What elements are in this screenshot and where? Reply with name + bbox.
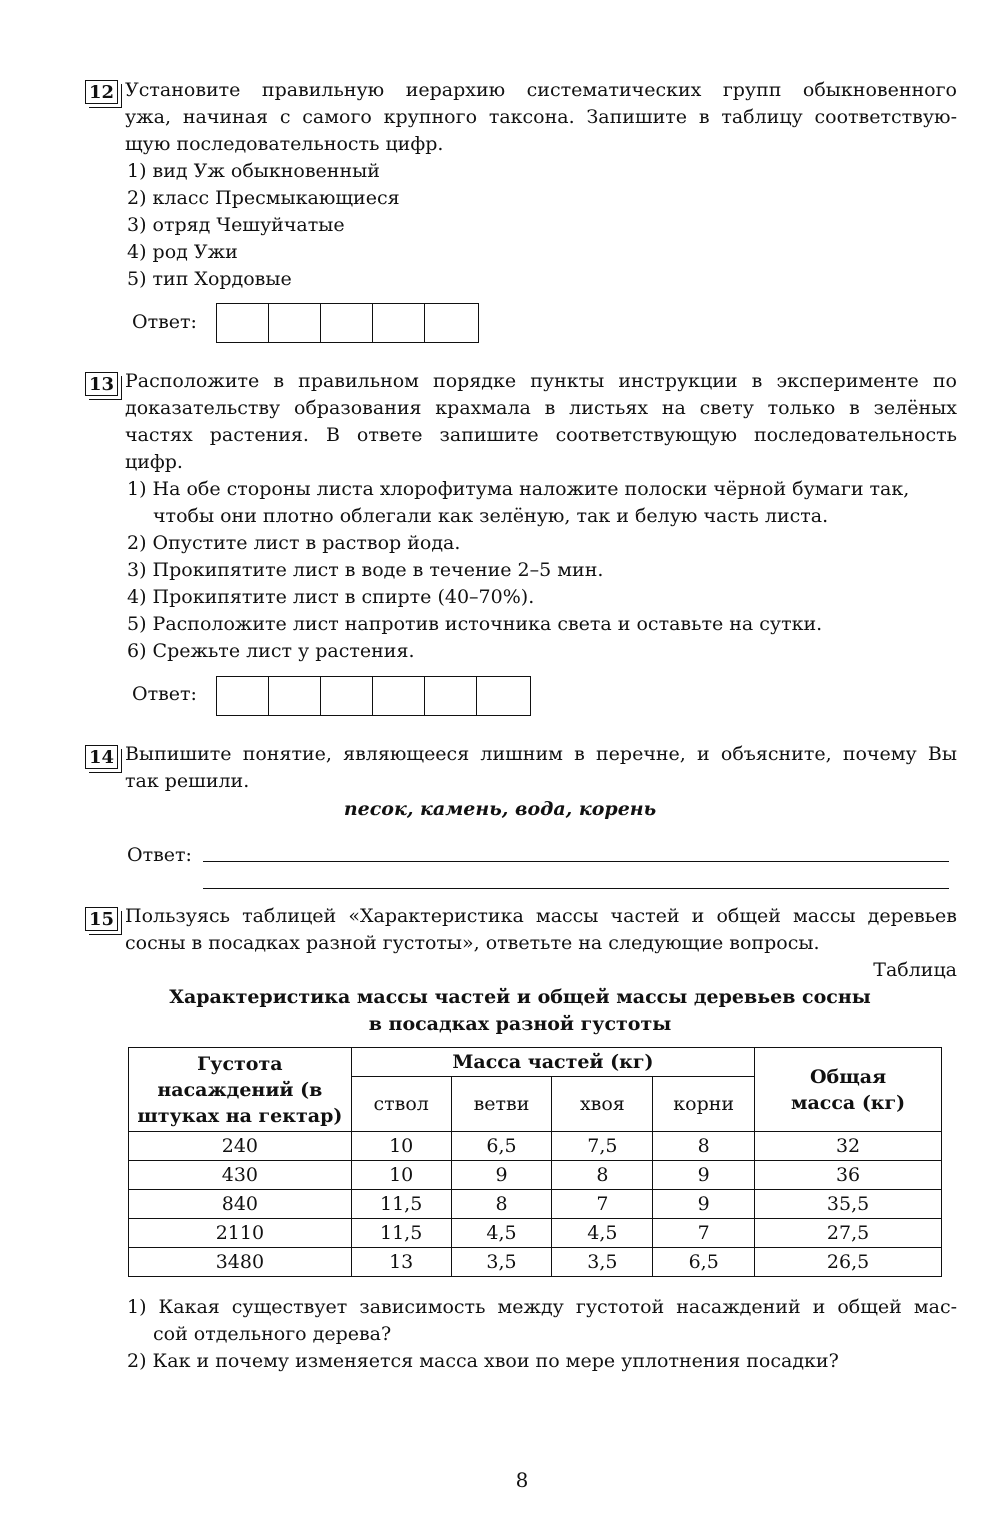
- table-cell: 9: [653, 1161, 755, 1190]
- table-cell: 8: [653, 1132, 755, 1161]
- table-cell: 7: [552, 1190, 653, 1219]
- q14-text-line-2: так решили.: [125, 770, 250, 792]
- q13-option-4: 4) Прокипятите лист в спирте (40–70%).: [127, 586, 535, 608]
- header-density: Густота насаждений (в штуках на гектар): [129, 1048, 352, 1132]
- table-cell: 4,5: [552, 1219, 653, 1248]
- table-cell: 7,5: [552, 1132, 653, 1161]
- table-cell: 36: [755, 1161, 942, 1190]
- table-row: [129, 1132, 942, 1161]
- table-cell: 430: [129, 1161, 352, 1190]
- subheader-needles: хвоя: [552, 1077, 653, 1132]
- answer-cell[interactable]: [425, 677, 477, 715]
- table-cell: 10: [351, 1132, 451, 1161]
- q12-option-1: 1) вид Уж обыкновенный: [127, 160, 380, 182]
- question-number-12: 12: [85, 80, 118, 104]
- answer-cell[interactable]: [217, 677, 269, 715]
- table-cell: 10: [351, 1161, 451, 1190]
- q12-text-line-2: ужа, начиная с самого крупного таксона. Запишите в таблицу соответствую-: [125, 106, 957, 128]
- q12-answer-boxes[interactable]: [216, 303, 479, 343]
- table-row: [129, 1190, 942, 1219]
- answer-cell[interactable]: [269, 677, 321, 715]
- q13-answer-boxes[interactable]: [216, 676, 531, 716]
- q13-text-line-4: цифр.: [125, 451, 183, 473]
- q12-option-4: 4) род Ужи: [127, 241, 238, 263]
- answer-cell[interactable]: [425, 304, 478, 342]
- q13-text-line-2: доказательству образования крахмала в листьях на свету только в зелёных: [125, 397, 957, 419]
- q12-text-line-3: щую последовательность цифр.: [125, 133, 444, 155]
- q15-text-line-2: сосны в посадках разной густоты», ответьте на следующие вопросы.: [125, 932, 820, 954]
- table-row: [129, 1161, 942, 1190]
- q14-word-list: песок, камень, вода, корень: [343, 798, 657, 820]
- table-cell: 2110: [129, 1219, 352, 1248]
- table-cell: 3,5: [451, 1248, 552, 1277]
- q15-question-1: 1) Какая существует зависимость между густотой насаждений и общей мас-: [127, 1296, 957, 1318]
- q13-option-1-cont: чтобы они плотно облегали как зелёную, так и белую часть листа.: [153, 505, 829, 527]
- table-cell: 9: [451, 1161, 552, 1190]
- table-cell: 8: [451, 1190, 552, 1219]
- q15-text-line-1: Пользуясь таблицей «Характеристика массы частей и общей массы деревьев: [125, 905, 957, 927]
- table-cell: 840: [129, 1190, 352, 1219]
- table-cell: 3480: [129, 1248, 352, 1277]
- q13-option-2: 2) Опустите лист в раствор йода.: [127, 532, 461, 554]
- answer-cell[interactable]: [373, 677, 425, 715]
- table-cell: 35,5: [755, 1190, 942, 1219]
- table-cell: 26,5: [755, 1248, 942, 1277]
- table-title-line-1: Характеристика массы частей и общей массы деревьев сосны: [169, 986, 871, 1008]
- header-total-mass: Общая масса (кг): [755, 1048, 942, 1132]
- table-cell: 7: [653, 1219, 755, 1248]
- subheader-trunk: ствол: [351, 1077, 451, 1132]
- table-cell: 32: [755, 1132, 942, 1161]
- answer-cell[interactable]: [373, 304, 425, 342]
- table-cell: 240: [129, 1132, 352, 1161]
- table-cell: 6,5: [451, 1132, 552, 1161]
- table-cell: 9: [653, 1190, 755, 1219]
- table-cell: 6,5: [653, 1248, 755, 1277]
- table-cell: 8: [552, 1161, 653, 1190]
- table-cell: 3,5: [552, 1248, 653, 1277]
- question-number-14: 14: [85, 745, 118, 769]
- table-cell: 4,5: [451, 1219, 552, 1248]
- answer-cell[interactable]: [477, 677, 530, 715]
- q13-answer-label: Ответ:: [132, 683, 197, 705]
- q13-option-6: 6) Срежьте лист у растения.: [127, 640, 415, 662]
- answer-cell[interactable]: [321, 677, 373, 715]
- q13-text-line-1: Расположите в правильном порядке пункты инструкции в эксперименте по: [125, 370, 957, 392]
- table-cell: 11,5: [351, 1219, 451, 1248]
- table-row: [129, 1248, 942, 1277]
- table-title-line-2: в посадках разной густоты: [368, 1013, 672, 1035]
- page-number: 8: [515, 1468, 529, 1492]
- q13-option-5: 5) Расположите лист напротив источника света и оставьте на сутки.: [127, 613, 823, 635]
- table-cell: 27,5: [755, 1219, 942, 1248]
- q12-option-5: 5) тип Хордовые: [127, 268, 292, 290]
- q13-text-line-3: частях растения. В ответе запишите соответствующую последовательность: [125, 424, 957, 446]
- q14-text-line-1: Выпишите понятие, являющееся лишним в перечне, и объясните, почему Вы: [125, 743, 957, 765]
- q13-option-3: 3) Прокипятите лист в воде в течение 2–5 мин.: [127, 559, 604, 581]
- table-row: [129, 1219, 942, 1248]
- pine-mass-table: [128, 1047, 942, 1277]
- q13-option-1: 1) На обе стороны листа хлорофитума наложите полоски чёрной бумаги так,: [127, 478, 910, 500]
- answer-cell[interactable]: [321, 304, 373, 342]
- subheader-branches: ветви: [451, 1077, 552, 1132]
- question-number-13: 13: [85, 372, 118, 396]
- q12-text-line-1: Установите правильную иерархию систематических групп обыкновенного: [125, 79, 957, 101]
- q15-question-2: 2) Как и почему изменяется масса хвои по мере уплотнения посадки?: [127, 1350, 839, 1372]
- table-cell: 13: [351, 1248, 451, 1277]
- table-cell: 11,5: [351, 1190, 451, 1219]
- q12-option-3: 3) отряд Чешуйчатые: [127, 214, 345, 236]
- answer-cell[interactable]: [269, 304, 321, 342]
- answer-cell[interactable]: [217, 304, 269, 342]
- q14-answer-line-1[interactable]: [203, 861, 949, 862]
- header-parts-mass: Масса частей (кг): [351, 1048, 754, 1077]
- q14-answer-label: Ответ:: [127, 844, 192, 866]
- q12-option-2: 2) класс Пресмыкающиеся: [127, 187, 400, 209]
- q15-question-1-cont: сой отдельного дерева?: [153, 1323, 392, 1345]
- question-number-15: 15: [85, 907, 118, 931]
- q12-answer-label: Ответ:: [132, 311, 197, 333]
- table-caption: Таблица: [873, 959, 957, 981]
- subheader-roots: корни: [653, 1077, 755, 1132]
- q14-answer-line-2[interactable]: [203, 888, 949, 889]
